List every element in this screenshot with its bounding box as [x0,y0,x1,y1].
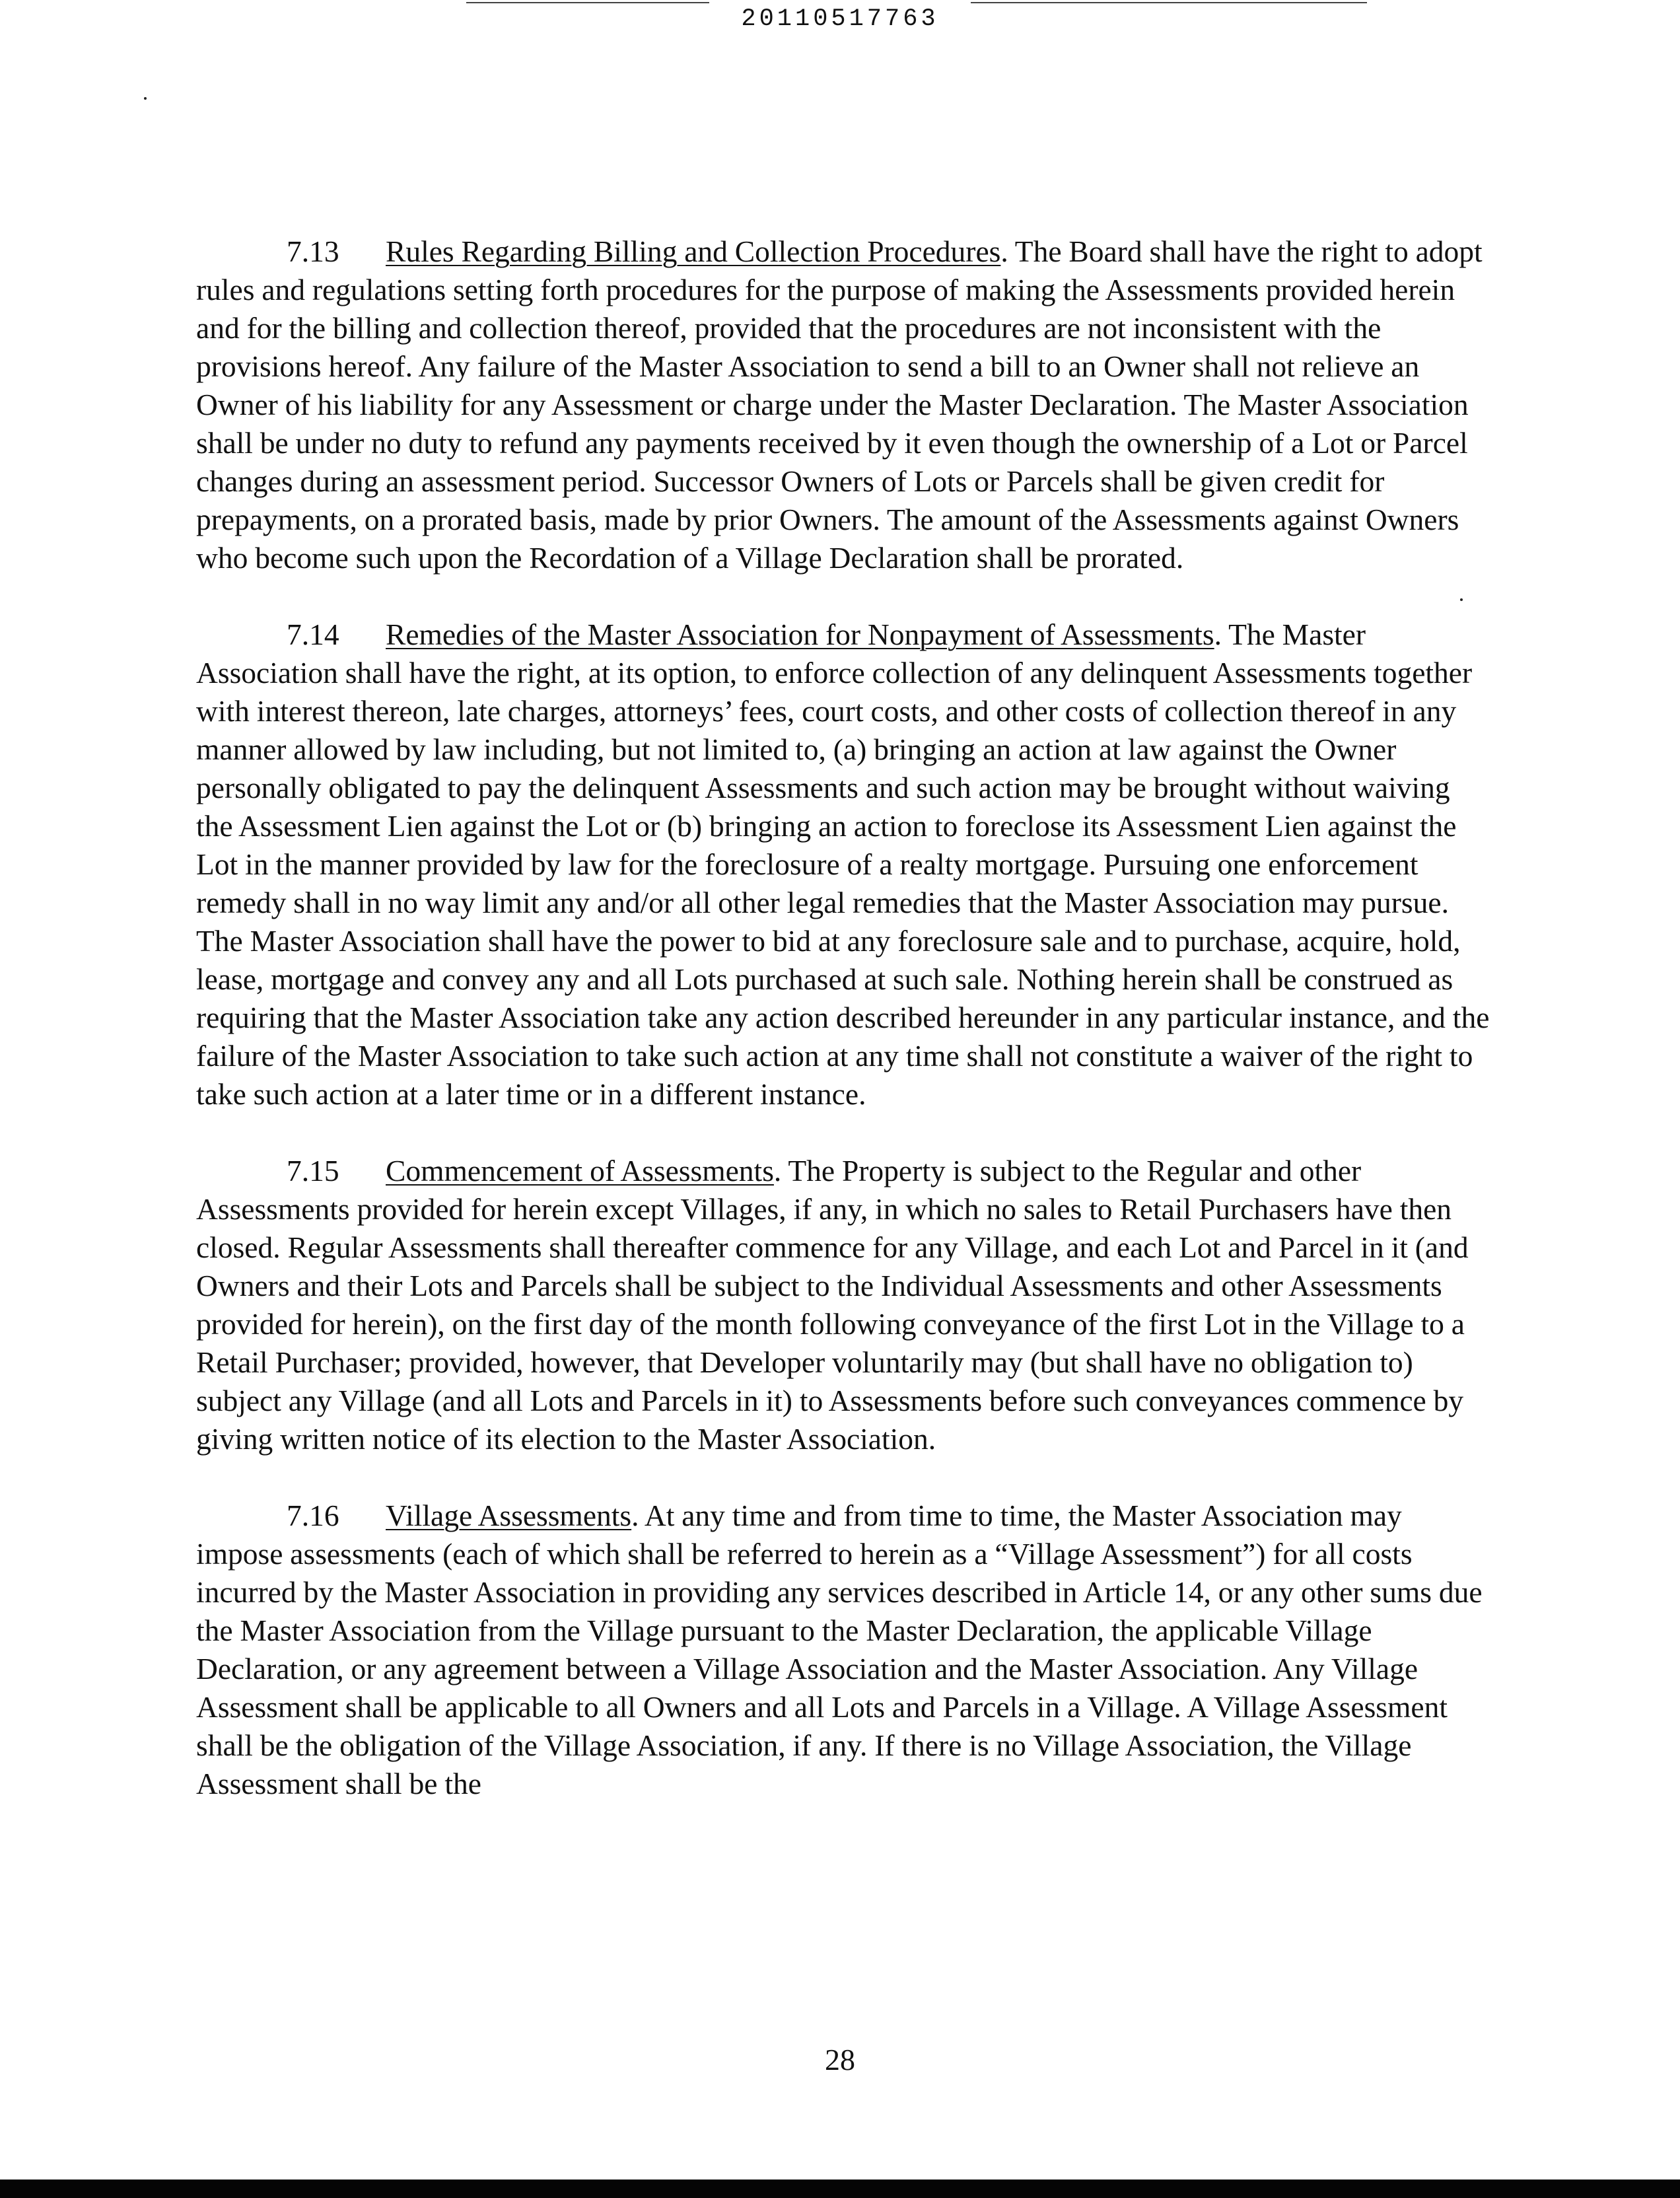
section-title-period: . [773,1154,782,1188]
page-header [0,0,1680,40]
section-title-period: . [631,1499,639,1532]
section-title: Village Assessments [386,1499,632,1532]
section-body: At any time and from time to time, the Master Association may impose assessments (each of which shall be referred to herein as a “Village Assessment”) for all costs incurred by the Master Association in providing any services described in Article 14, or any other sums due the Master Association from the Village pursuant to the Master Declaration, the applicable Village Declaration, or any agreement between a Village Association and the Master Association. Any Village Assessment shall be applicable to all Owners and all Lots and Parcels in a Village. A Village Assessment shall be the obligation of the Village Association, if any. If there is no Village Association, the Village Assessment shall be the [196,1499,1483,1800]
section-number: 7.13 [287,234,339,268]
section-title-period: . [1000,234,1008,268]
section-title: Rules Regarding Billing and Collection Procedures [386,234,1001,268]
section-body: The Master Association shall have the right, at its option, to enforce collection of any delinquent Assessments together with interest thereon, late charges, attorneys’ fees, court costs, and other costs of collection thereof in any manner allowed by law including, but not limited to, (a) bringing an action at law against the Owner personally obligated to pay the delinquent Assessments and such action may be brought without waiving the Assessment Lien against the Lot or (b) bringing an action to foreclose its Assessment Lien against the Lot in the manner provided by law for the foreclosure of a realty mortgage. Pursuing one enforcement remedy shall in no way limit any and/or all other legal remedies that the Master Association may pursue. The Master Association shall have the power to bid at any foreclosure sale and to purchase, acquire, hold, lease, mortgage and convey any and all Lots purchased at such sale. Nothing herein shall be construed as requiring that the Master Association take any action described hereunder in any particular instance, and the failure of the Master Association to take such action at any time shall not constitute a waiver of the right to take such action at a later time or in a different instance. [196,618,1490,1111]
section-title: Commencement of Assessments [386,1154,774,1188]
page-number: 28 [825,2043,855,2076]
document-body [196,232,1490,1841]
section-7-14 [196,616,1490,1114]
scan-speck [144,97,147,100]
section-7-13 [196,232,1490,577]
section-body: The Board shall have the right to adopt rules and regulations setting forth procedures for the purpose of making the Assessments provided herein and for the billing and collection thereof, provided that the procedures are not inconsistent with the provisions hereof. Any failure of the Master Association to send a bill to an Owner shall not relieve an Owner of his liability for any Assessment or charge under the Master Declaration. The Master Association shall be under no duty to refund any payments received by it even though the ownership of a Lot or Parcel changes during an assessment period. Successor Owners of Lots or Parcels shall be given credit for prepayments, on a prorated basis, made by prior Owners. The amount of the Assessments against Owners who become such upon the Recordation of a Village Declaration shall be prorated. [196,234,1483,575]
section-number: 7.16 [287,1499,339,1532]
section-number: 7.15 [287,1154,339,1188]
section-title: Remedies of the Master Association for Nonpayment of Assessments [386,618,1214,651]
section-title-period: . [1214,618,1222,651]
document-number: 20110517763 [741,5,939,33]
section-body: The Property is subject to the Regular and other Assessments provided for herein except Villages, if any, in which no sales to Retail Purchasers have then closed. Regular Assessments shall thereafter commence for any Village, and each Lot and Parcel in it (and Owners and their Lots and Parcels shall be subject to the Individual Assessments and other Assessments provided for herein), on the first day of the month following conveyance of the first Lot in the Village to a Retail Purchaser; provided, however, that Developer voluntarily may (but shall have no obligation to) subject any Village (and all Lots and Parcels in it) to Assessments before such conveyances commence by giving written notice of its election to the Master Association. [196,1154,1469,1456]
section-7-16 [196,1497,1490,1803]
scan-bottom-edge [0,2180,1680,2198]
section-7-15 [196,1152,1490,1458]
section-number: 7.14 [287,618,339,651]
